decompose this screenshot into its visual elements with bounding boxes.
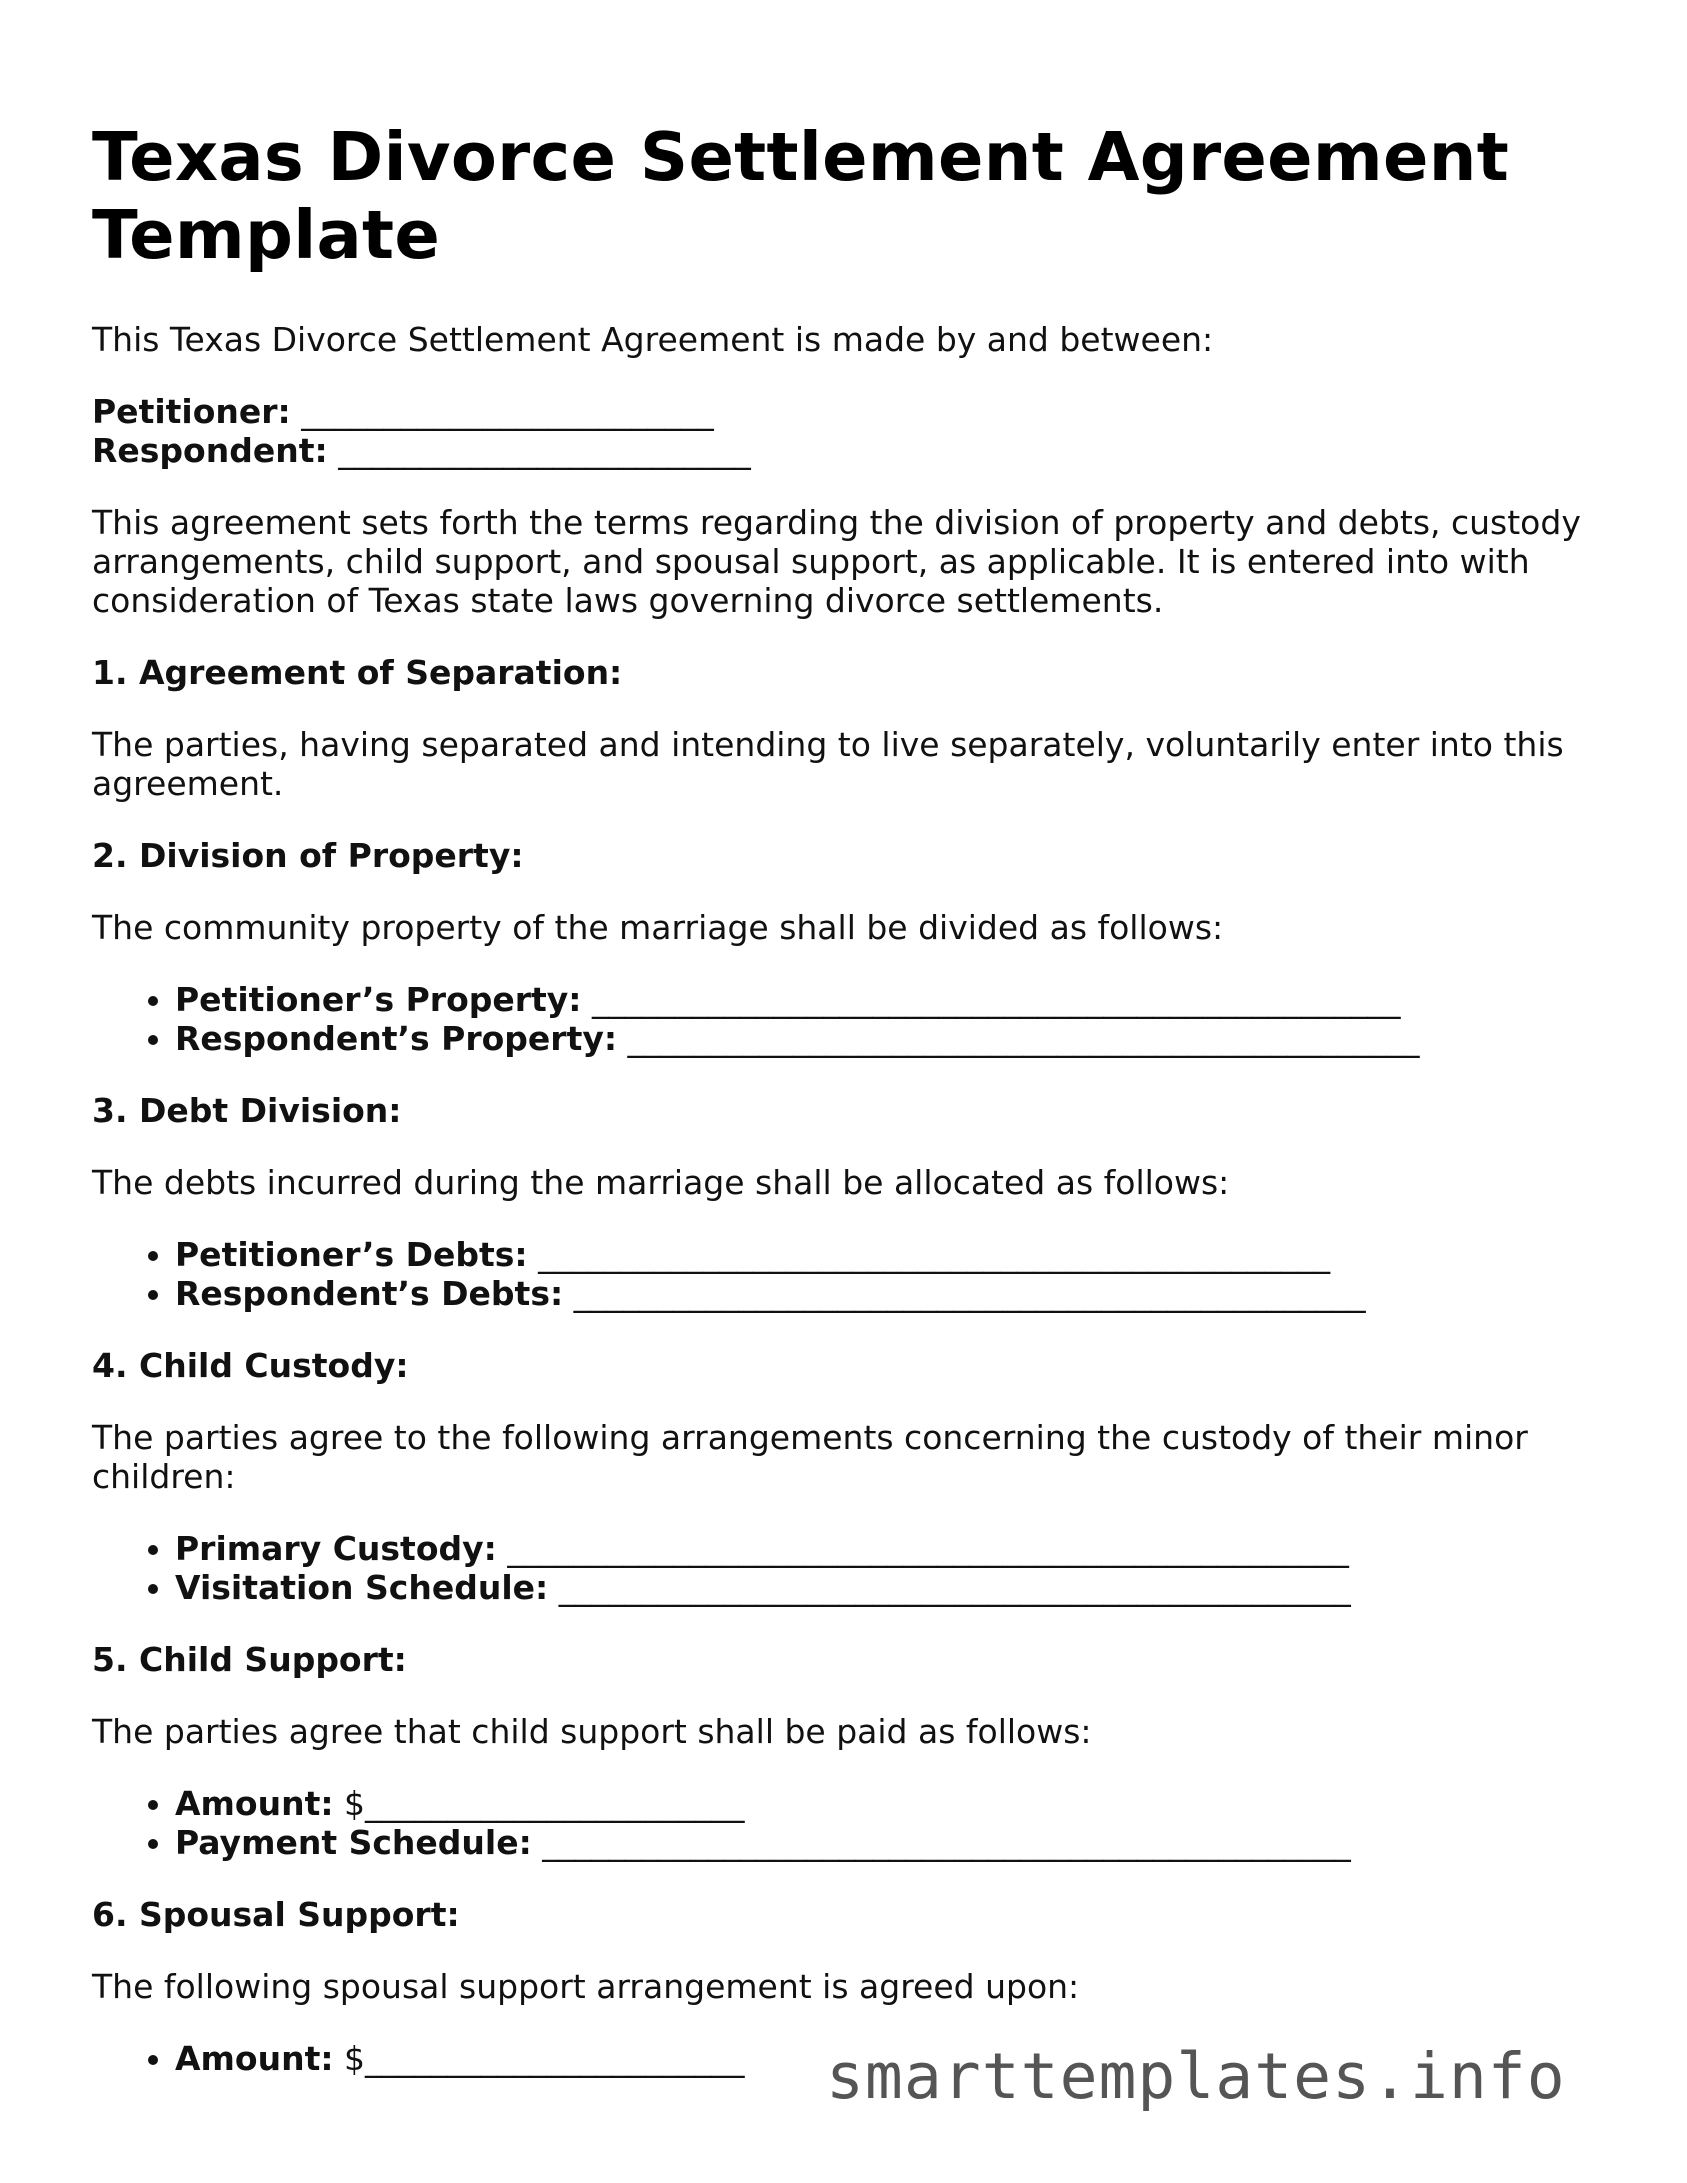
field-label: Visitation Schedule: xyxy=(175,1568,549,1607)
field-list xyxy=(92,980,1602,1058)
petitioner-blank: _________________________ xyxy=(290,392,714,431)
list-item xyxy=(175,1568,1602,1607)
field-label: Amount: xyxy=(175,1784,334,1823)
page-title: Texas Divorce Settlement Agreement Template xyxy=(92,118,1510,274)
field-label: Petitioner’s Debts: xyxy=(175,1235,528,1274)
petitioner-label: Petitioner: xyxy=(92,392,291,431)
section-text: The parties, having separated and intending to live separately, voluntarily enter into this agreement. xyxy=(92,725,1564,803)
document-page xyxy=(92,118,1602,2111)
list-item xyxy=(175,1274,1602,1313)
field-blank: ________________________________________________ xyxy=(563,1274,1366,1313)
list-item xyxy=(175,1019,1602,1058)
section-text: The following spousal support arrangement is agreed upon: xyxy=(92,1967,1080,2006)
field-list xyxy=(92,1784,1602,1862)
section-heading: 2. Division of Property: xyxy=(92,836,524,875)
section-heading: 6. Spousal Support: xyxy=(92,1895,460,1934)
field-blank: $_______________________ xyxy=(333,1784,745,1823)
list-item xyxy=(175,1823,1602,1862)
field-blank: _________________________________________________ xyxy=(531,1823,1351,1862)
field-list xyxy=(92,1529,1602,1607)
list-item xyxy=(175,1784,1602,1823)
petitioner-line xyxy=(92,392,1602,431)
preamble-text: This agreement sets forth the terms regarding the division of property and debts, custody arrangements, child support, and spousal support, as applicable. It is entered into with consideration of Texas state laws governing divorce settlements. xyxy=(92,503,1581,620)
section-text: The parties agree that child support shall be paid as follows: xyxy=(92,1712,1092,1751)
section-text: The debts incurred during the marriage shall be allocated as follows: xyxy=(92,1163,1230,1202)
list-item xyxy=(175,1529,1602,1568)
parties-block xyxy=(92,392,1602,470)
section-heading: 5. Child Support: xyxy=(92,1640,407,1679)
field-label: Payment Schedule: xyxy=(175,1823,532,1862)
field-list xyxy=(92,1235,1602,1313)
field-blank: ___________________________________________________ xyxy=(496,1529,1349,1568)
section-heading: 3. Debt Division: xyxy=(92,1091,402,1130)
section-text: The community property of the marriage shall be divided as follows: xyxy=(92,908,1224,947)
section-heading: 4. Child Custody: xyxy=(92,1346,409,1385)
field-blank: _________________________________________________ xyxy=(581,980,1401,1019)
field-label: Primary Custody: xyxy=(175,1529,497,1568)
field-label: Respondent’s Property: xyxy=(175,1019,618,1058)
field-blank: ________________________________________________ xyxy=(548,1568,1351,1607)
respondent-line xyxy=(92,431,1602,470)
field-label: Respondent’s Debts: xyxy=(175,1274,564,1313)
field-label: Amount: xyxy=(175,2039,334,2078)
section-text: The parties agree to the following arrangements concerning the custody of their minor children: xyxy=(92,1418,1528,1496)
field-blank: ________________________________________________ xyxy=(617,1019,1420,1058)
field-blank: $_______________________ xyxy=(333,2039,745,2078)
list-item xyxy=(175,980,1602,1019)
list-item xyxy=(175,1235,1602,1274)
field-label: Petitioner’s Property: xyxy=(175,980,582,1019)
field-blank: ________________________________________________ xyxy=(527,1235,1331,1274)
intro-text: This Texas Divorce Settlement Agreement is made by and between: xyxy=(92,320,1214,359)
respondent-label: Respondent: xyxy=(92,431,328,470)
respondent-blank: _________________________ xyxy=(327,431,751,470)
watermark-text: smarttemplates.info xyxy=(826,2040,1566,2113)
section-heading: 1. Agreement of Separation: xyxy=(92,653,623,692)
